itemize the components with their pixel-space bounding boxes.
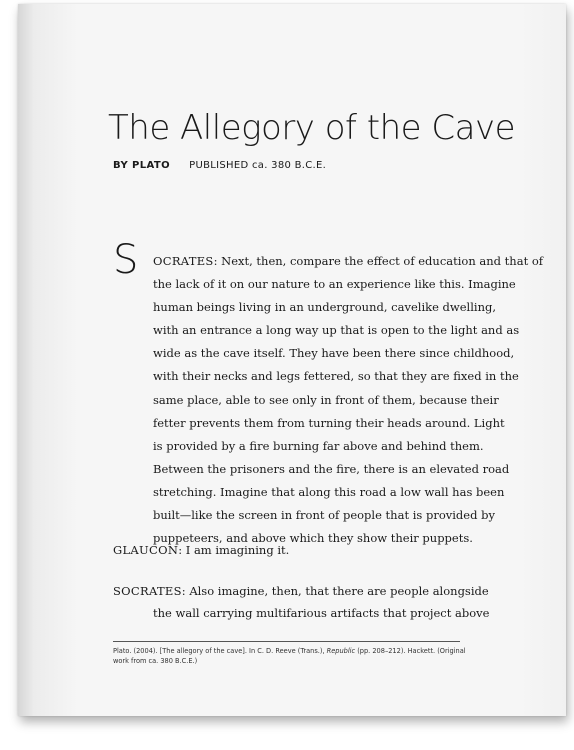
- passage-line: Between the prisoners and the fire, there is an elevated road: [153, 461, 510, 476]
- published-label: [189, 160, 326, 171]
- drop-cap: S: [113, 237, 139, 283]
- byline: [113, 160, 326, 171]
- citation-text: Plato. (2004). [The allegory of the cave]. In C. D. Reeve (Trans.),: [113, 647, 327, 655]
- published-date: ca. 380 B.C.E.: [251, 160, 327, 171]
- passage-line-text: : Next, then, compare the effect of education and that of: [213, 254, 544, 268]
- passage-line-text: : I am imagining it.: [178, 543, 290, 557]
- speaker-name: GLAUCON: [113, 543, 179, 557]
- passage-line: fetter prevents them from turning their heads around. Light: [153, 415, 505, 430]
- passage-line: same place, able to see only in front of them, because their: [153, 392, 499, 407]
- passage-line-text: : Also imagine, then, that there are people alongside: [181, 584, 489, 598]
- passage-line: wide as the cave itself. They have been there since childhood,: [153, 346, 515, 361]
- passage-socrates-2-line: the wall carrying multifarious artifacts that project above: [153, 606, 490, 620]
- speaker-name: OCRATES: [153, 254, 214, 268]
- citation-book-title: Republic: [326, 647, 356, 655]
- passage-line: built—like the screen in front of people that is provided by: [153, 508, 495, 523]
- passage-socrates-1: [153, 250, 544, 550]
- speaker-name: SOCRATES: [113, 584, 182, 598]
- passage-line: is provided by a fire burning far above and behind them.: [153, 438, 484, 453]
- page-title: The Allegory of the Cave: [108, 108, 516, 148]
- passage-line: human beings living in an underground, cavelike dwelling,: [153, 300, 497, 315]
- footnote-divider: [113, 641, 460, 642]
- citation-line: [113, 647, 473, 657]
- passage-line: the lack of it on our nature to an experience like this. Imagine: [153, 277, 516, 292]
- passage-line: [153, 250, 544, 273]
- passage-glaucon: [113, 543, 460, 557]
- passage-line: stretching. Imagine that along this road a low wall has been: [153, 484, 505, 499]
- citation-text: (pp. 208–212). Hackett. (Original: [355, 647, 466, 655]
- citation: [113, 647, 473, 666]
- published-word: PUBLISHED: [189, 160, 249, 171]
- citation-line: work from ca. 380 B.C.E.): [113, 656, 198, 665]
- author-label: BY PLATO: [113, 160, 170, 171]
- passage-line: with their necks and legs fettered, so that they are fixed in the: [153, 369, 519, 384]
- passage-line: with an entrance a long way up that is open to the light and as: [153, 323, 520, 338]
- passage-socrates-2-line: [113, 584, 489, 598]
- passage-line: puppeteers, and above which they show their puppets.: [153, 531, 473, 546]
